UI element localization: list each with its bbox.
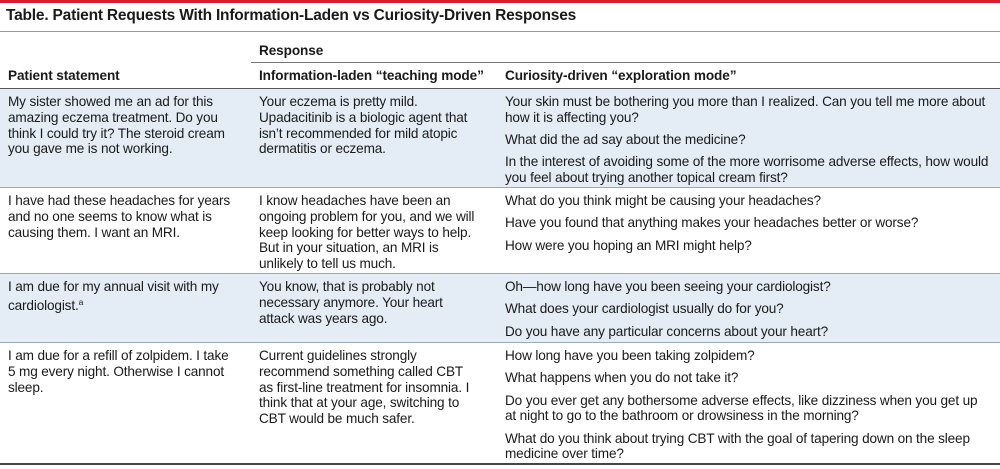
curiosity-question: Oh—how long have you been seeing your cardiologist? (505, 279, 831, 294)
curiosity-question: Do you have any particular concerns about your heart? (505, 323, 829, 339)
curiosity-driven-cell (505, 279, 992, 346)
header-response: Response (259, 43, 324, 58)
curiosity-driven-cell (505, 348, 992, 469)
patient-statement-text: I am due for my annual visit with my cardiologist. (8, 279, 219, 313)
curiosity-question: In the interest of avoiding some of the more worrisome adverse effects, how would you feel about trying another topical cream first? (505, 154, 989, 186)
curiosity-question: What happens when you do not take it? (505, 370, 739, 386)
table-header (0, 32, 1000, 88)
patient-statement-cell: My sister showed me an ad for this amazing eczema treatment. Do you think I could try it? The steroid cream you gave me is not working. (8, 94, 225, 157)
curiosity-question: Do you ever get any bothersome adverse effects, like dizziness when you get up at night to go to the bathroom or drowsiness in the morning? (505, 392, 978, 424)
information-laden-cell: Your eczema is pretty mild. Upadacitinib is a biologic agent that isn’t recommended for mild atopic dermatitis or eczema. (259, 94, 468, 157)
information-laden-cell: Current guidelines strongly recommend something called CBT as first-line treatment for insomnia. I think that at your age, switching to CBT would be much safer. (259, 348, 470, 427)
patient-statement-cell (8, 279, 233, 314)
curiosity-question: Your skin must be bothering you more than I realized. Can you tell me more about how it is affecting you? (505, 94, 986, 125)
information-laden-cell: I know headaches have been an ongoing problem for you, and we will keep looking for better ways to help. But in your situation, an MRI is unlikely to tell us much. (259, 193, 475, 272)
header-curiosity-driven: Curiosity-driven “exploration mode” (505, 68, 737, 83)
curiosity-question: What do you think might be causing your headaches? (505, 193, 821, 208)
curiosity-question: How long have you been taking zolpidem? (505, 348, 755, 363)
footnote-marker: a (78, 296, 84, 307)
table-caption: Table. Patient Requests With Information-Laden vs Curiosity-Driven Responses (6, 7, 577, 24)
accent-bar (0, 0, 1000, 3)
curiosity-driven-cell (505, 193, 992, 260)
curiosity-question: What did the ad say about the medicine? (505, 132, 746, 148)
patient-statement-cell: I have had these headaches for years and no one seems to know what is causing them. I want an MRI. (8, 193, 231, 240)
header-patient-statement: Patient statement (8, 68, 120, 83)
information-laden-cell: You know, that is probably not necessary anymore. Your heart attack was years ago. (259, 279, 443, 326)
row-divider (0, 342, 1000, 343)
row-divider (0, 187, 1000, 188)
curiosity-driven-cell (505, 94, 992, 192)
header-information-laden: Information-laden “teaching mode” (259, 68, 484, 83)
curiosity-question: What do you think about trying CBT with the goal of tapering down on the sleep medicine over time? (505, 430, 970, 462)
patient-statement-cell: I am due for a refill of zolpidem. I take 5 mg every night. Otherwise I cannot sleep. (8, 348, 229, 395)
curiosity-question: How were you hoping an MRI might help? (505, 237, 752, 253)
curiosity-question: Have you found that anything makes your headaches better or worse? (505, 215, 919, 231)
response-span-rule (251, 62, 1000, 63)
curiosity-question: What does your cardiologist usually do for you? (505, 301, 784, 317)
